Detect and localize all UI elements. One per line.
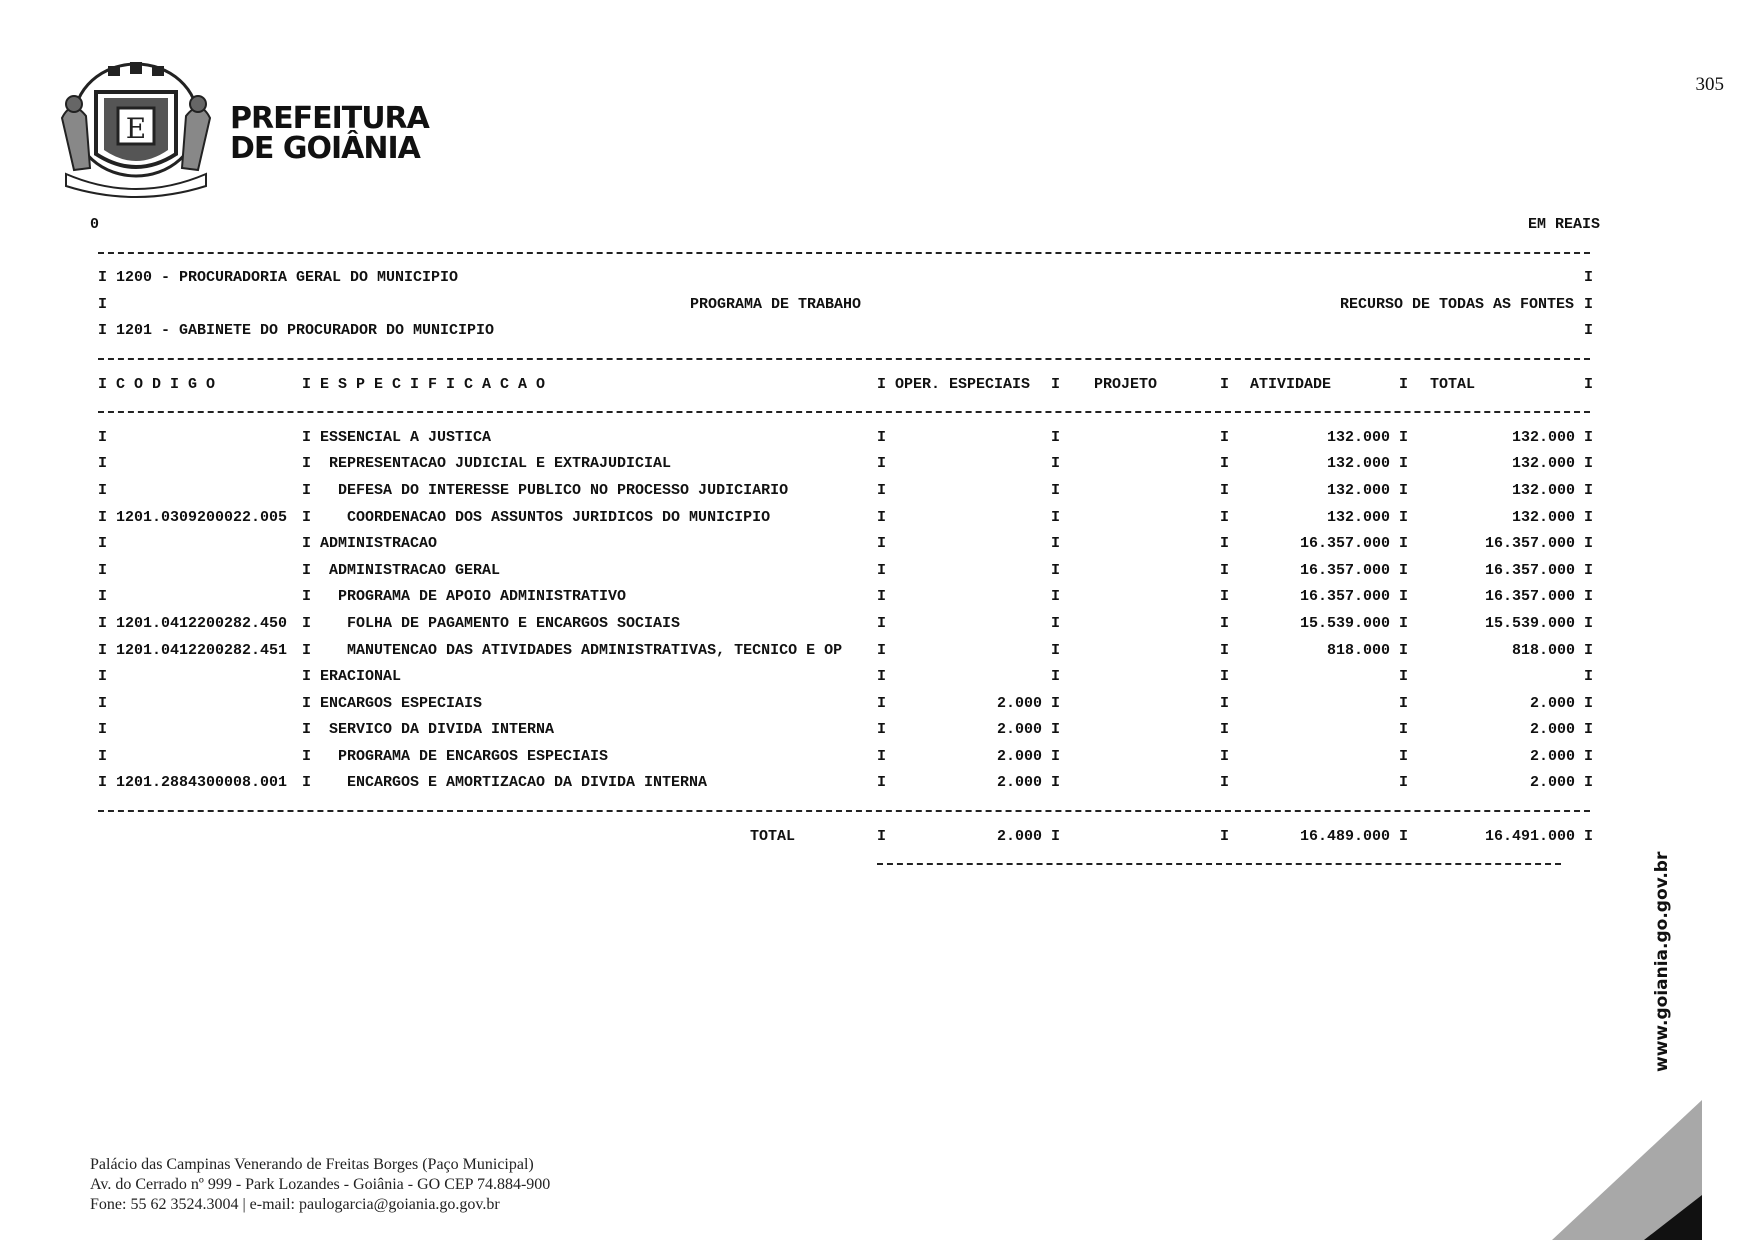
table-row [90,638,1594,665]
column-divider: I [302,481,312,499]
column-divider: I [302,774,312,792]
column-divider: I [1220,747,1230,765]
cell-oper: 2.000 [996,694,1042,712]
cell-total: 2.000 [1529,774,1575,792]
column-divider: I [877,747,887,765]
column-divider: I [302,694,312,712]
table-row [90,770,1594,797]
program-title: PROGRAMA DE TRABAHO [690,295,862,313]
column-divider: I [1399,561,1409,579]
cell-spec: MANUTENCAO DAS ATIVIDADES ADMINISTRATIVAS, TECNICO E OP [320,641,843,659]
table-body [90,425,1594,797]
col-codigo: C O D I G O [116,375,216,393]
column-divider: I [1399,774,1409,792]
cell-code: 1201.0412200282.450 [116,614,288,632]
column-divider: I [302,614,312,632]
cell-total: 16.357.000 [1484,588,1575,606]
column-divider: I [877,614,887,632]
column-divider: I [1584,588,1594,606]
column-divider: I [302,535,312,553]
column-divider: I [98,561,108,579]
column-divider: I [1584,721,1594,739]
column-divider: I [302,561,312,579]
cell-spec: SERVICO DA DIVIDA INTERNA [320,721,555,739]
cell-oper: 2.000 [996,721,1042,739]
cell-total: 15.539.000 [1484,614,1575,632]
separator [98,411,1590,413]
column-divider: I [1584,561,1594,579]
column-divider: I [1399,508,1409,526]
table-row [90,664,1594,691]
total-oper: 2.000 [996,827,1042,845]
cell-spec: FOLHA DE PAGAMENTO E ENCARGOS SOCIAIS [320,614,681,632]
column-divider: I [1220,774,1230,792]
cell-atividade: 16.357.000 [1299,535,1390,553]
column-divider: I [302,721,312,739]
column-divider: I [1051,455,1061,473]
column-divider: I [1051,641,1061,659]
col-projeto: PROJETO [1094,375,1158,393]
column-divider: I [98,508,108,526]
column-divider: I [1584,641,1594,659]
column-divider: I [1051,721,1061,739]
column-divider: I [98,668,108,686]
column-divider: I [1584,535,1594,553]
column-divider: I [1220,721,1230,739]
column-divider: I [877,481,887,499]
table-row [90,531,1594,558]
cell-spec: COORDENACAO DOS ASSUNTOS JURIDICOS DO MUNICIPIO [320,508,771,526]
cell-atividade: 16.357.000 [1299,588,1390,606]
column-divider: I [1220,508,1230,526]
column-divider: I [877,694,887,712]
column-divider: I [1220,614,1230,632]
cell-total: 132.000 [1511,428,1575,446]
website-url: www.goiania.go.gov.br [1652,851,1672,1072]
currency-note: EM REAIS [1527,216,1600,233]
page-number: 305 [1695,74,1724,95]
column-divider: I [1399,428,1409,446]
cell-total: 16.357.000 [1484,561,1575,579]
column-divider: I [877,508,887,526]
svg-text:E: E [125,112,147,145]
table-row [90,425,1594,452]
brand-line-1: PREFEITURA [230,101,429,136]
col-atividade: ATIVIDADE [1250,375,1332,393]
table-header: I C O D I G O I E S P E C I F I C A C A O I OPER. ESPECIAIS I PROJETO I ATIVIDADE I TOTAL I [90,372,1590,399]
brand-line-2: DE GOIÂNIA [230,131,420,166]
cell-atividade: 16.357.000 [1299,561,1390,579]
table-row [90,451,1594,478]
column-divider: I [1051,481,1061,499]
column-divider: I [98,535,108,553]
column-divider: I [98,721,108,739]
column-divider: I [1584,428,1594,446]
cell-oper: 2.000 [996,774,1042,792]
column-divider: I [98,455,108,473]
cell-spec: ENCARGOS E AMORTIZACAO DA DIVIDA INTERNA [320,774,708,792]
footer-line-2: Av. do Cerrado nº 999 - Park Lozandes - Goiânia - GO CEP 74.884-900 [90,1176,551,1193]
cell-spec: ENCARGOS ESPECIAIS [320,694,483,712]
cell-total: 2.000 [1529,721,1575,739]
column-divider: I [98,428,108,446]
column-divider: I [1584,668,1594,686]
column-divider: I [302,668,312,686]
city-coat-of-arms-logo [56,58,216,198]
col-total: TOTAL [1430,375,1476,393]
column-divider: I [1051,668,1061,686]
column-divider: I [1584,614,1594,632]
footer-line-1: Palácio das Campinas Venerando de Freitas Borges (Paço Municipal) [90,1156,534,1173]
column-divider: I [1584,481,1594,499]
column-divider: I [1399,721,1409,739]
column-divider: I [1584,774,1594,792]
column-divider: I [1220,535,1230,553]
total-atividade: 16.489.000 [1299,827,1390,845]
cell-total: 818.000 [1511,641,1575,659]
column-divider: I [1399,588,1409,606]
cell-spec: REPRESENTACAO JUDICIAL E EXTRAJUDICIAL [320,455,672,473]
column-divider: I [877,641,887,659]
cell-atividade: 132.000 [1326,481,1390,499]
report-top-left: 0 [90,216,100,233]
total-row: TOTAL I 2.000 I I 16.489.000 I 16.491.000 I [90,824,1590,851]
column-divider: I [1399,614,1409,632]
column-divider: I [98,614,108,632]
corner-decoration [1552,1100,1702,1240]
column-divider: I [1051,614,1061,632]
cell-oper: 2.000 [996,747,1042,765]
budget-report: 0 EM REAIS I 1200 - PROCURADORIA GERAL DO MUNICIPIO I I PROGRAMA DE TRABAHO RECURSO DE TODAS AS FONTES I I 1201 - GABINETE DO PROCURADOR DO MUNICIPIO I I C O D I G O I E S P E C I F I C A C A O I OPER. ESPECIAIS I PROJETO I ATIVIDADE I TOTAL I I I ESSENCIAL A JUSTICA I I I 132.000 I 132.000 I I I REPRESENTACAO JUDICIAL E EXTRAJUDICIAL I I I 132.000 I 132.000 I I I DEFESA DO INTERESSE PUBLICO NO PROCESSO JUDICIARIO I I I 132.000 I 132.000 I I 1201.0309200022.005 I COORDENACAO DOS ASSUNTOS JURIDICOS DO MUNICIPIO I I I 132.000 I 132.000 I I I ADMINISTRACAO I I I 16.357.000 I 16.357.000 I I I ADMINISTRACAO GERAL I I I 16.357.000 I 16.357.000 I I I PROGRAMA DE APOIO ADMINISTRATIVO I I I 16.357.000 I 16.357.000 I I 1201.0412200282.450 I FOLHA DE PAGAMENTO E ENCARGOS SOCIAIS I I I 15.539.000 I 15.539.000 I I 1201.0412200282.451 I MANUTENCAO DAS ATIVIDADES ADMINISTRATIVAS, TECNICO E OP I I I 818.000 I 818.000 I I I ERACIONAL I I I I I I I ENCARGOS ESPECIAIS I 2.000 I I I 2.000 I I I SERVICO DA DIVIDA INTERNA I 2.000 I I I 2.000 I I I PROGRAMA DE ENCARGOS ESPECIAIS I 2.000 I I I 2.000 I I 1201.2884300008.001 I ENCARGOS E AMORTIZACAO DA DIVIDA INTERNA I 2.000 I I I 2.000 I TOTAL I 2.000 I I 16.489.000 I 16.491.000 I [90,212,1590,877]
column-divider: I [1584,455,1594,473]
cell-total: 2.000 [1529,694,1575,712]
column-divider: I [1399,694,1409,712]
column-divider: I [302,428,312,446]
cell-code: 1201.0412200282.451 [116,641,288,659]
column-divider: I [302,747,312,765]
column-divider: I [877,535,887,553]
column-divider: I [1220,428,1230,446]
table-row [90,717,1594,744]
column-divider: I [1399,641,1409,659]
column-divider: I [98,774,108,792]
cell-code: 1201.0309200022.005 [116,508,288,526]
cell-atividade: 818.000 [1326,641,1390,659]
cell-spec: ADMINISTRACAO [320,535,438,553]
cell-atividade: 15.539.000 [1299,614,1390,632]
cell-atividade: 132.000 [1326,428,1390,446]
table-row [90,691,1594,718]
column-divider: I [1220,641,1230,659]
column-divider: I [1051,535,1061,553]
column-divider: I [98,747,108,765]
column-divider: I [877,774,887,792]
column-divider: I [1399,747,1409,765]
column-divider: I [877,455,887,473]
table-row [90,584,1594,611]
cell-spec: DEFESA DO INTERESSE PUBLICO NO PROCESSO JUDICIARIO [320,481,789,499]
total-label: TOTAL [750,827,796,845]
column-divider: I [1220,481,1230,499]
column-divider: I [877,561,887,579]
cell-atividade: 132.000 [1326,455,1390,473]
cell-total: 2.000 [1529,747,1575,765]
column-divider: I [1399,535,1409,553]
column-divider: I [1220,668,1230,686]
col-oper: OPER. ESPECIAIS [895,375,1031,393]
cell-spec: ADMINISTRACAO GERAL [320,561,501,579]
cell-spec: PROGRAMA DE ENCARGOS ESPECIAIS [320,747,609,765]
separator [877,863,1561,865]
col-especificacao: E S P E C I F I C A C A O [320,375,546,393]
column-divider: I [877,428,887,446]
column-divider: I [1051,588,1061,606]
city-brand-wordmark [230,101,429,166]
column-divider: I [1220,588,1230,606]
cell-atividade: 132.000 [1326,508,1390,526]
cell-spec: ERACIONAL [320,668,402,686]
separator [98,358,1590,360]
column-divider: I [98,641,108,659]
table-row [90,744,1594,771]
cell-total: 132.000 [1511,455,1575,473]
column-divider: I [877,668,887,686]
column-divider: I [1399,455,1409,473]
table-row [90,505,1594,532]
total-total: 16.491.000 [1484,827,1575,845]
cell-total: 132.000 [1511,481,1575,499]
column-divider: I [1051,747,1061,765]
column-divider: I [98,694,108,712]
column-divider: I [1051,428,1061,446]
column-divider: I [1051,774,1061,792]
separator [98,252,1590,254]
footer-address [90,1155,550,1215]
column-divider: I [1220,455,1230,473]
column-divider: I [1584,694,1594,712]
table-row [90,611,1594,638]
separator [98,810,1590,812]
table-row [90,558,1594,585]
column-divider: I [1584,508,1594,526]
column-divider: I [877,721,887,739]
column-divider: I [1051,508,1061,526]
column-divider: I [1051,561,1061,579]
cell-spec: ESSENCIAL A JUSTICA [320,428,492,446]
column-divider: I [302,455,312,473]
footer-line-3: Fone: 55 62 3524.3004 | e-mail: paulogarcia@goiania.go.gov.br [90,1196,500,1213]
column-divider: I [1220,561,1230,579]
cell-code: 1201.2884300008.001 [116,774,288,792]
table-row [90,478,1594,505]
cell-total: 132.000 [1511,508,1575,526]
column-divider: I [98,481,108,499]
column-divider: I [98,588,108,606]
column-divider: I [1399,481,1409,499]
column-divider: I [1051,694,1061,712]
column-divider: I [1220,694,1230,712]
organization-name: 1200 - PROCURADORIA GERAL DO MUNICIPIO [116,269,459,287]
column-divider: I [877,588,887,606]
column-divider: I [302,588,312,606]
cell-spec: PROGRAMA DE APOIO ADMINISTRATIVO [320,588,627,606]
column-divider: I [302,508,312,526]
resources-label: RECURSO DE TODAS AS FONTES [1339,295,1574,313]
column-divider: I [1399,668,1409,686]
unit-name: 1201 - GABINETE DO PROCURADOR DO MUNICIPIO [116,322,495,340]
cell-total: 16.357.000 [1484,535,1575,553]
column-divider: I [1584,747,1594,765]
column-divider: I [302,641,312,659]
